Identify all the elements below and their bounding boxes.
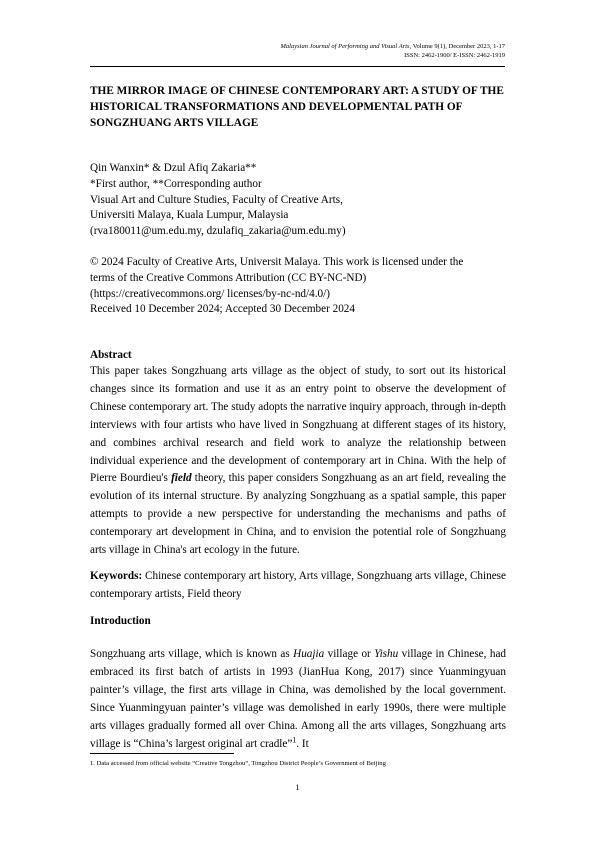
intro-text-part-3: village in Chinese, had embraced its first batch of artists in 1993 (JianHua Kong, 2017) since Yuanmingyuan painter’s village, the first arts village in China, was demolished by the local government. Since Yuanmingyuan painter’s village was demolished in early 1990s, there were multiple arts villages gradually formed all over China. Among all the arts villages, Songzhuang arts village is “China’s largest original art cradle” [90,648,506,750]
running-head [281,43,505,60]
author-names: Qin Wanxin* & Dzul Afiq Zakaria** [90,162,257,174]
intro-text-part-4: . It [296,737,309,750]
introduction-heading: Introduction [90,615,151,627]
author-block [90,161,506,240]
journal-citation [281,43,505,52]
abstract-text [90,363,506,560]
intro-text-part-2: village or [324,648,375,660]
author-emails[interactable]: (rva180011@um.edu.my, dzulafiq_zakaria@um.edu.my) [90,225,346,238]
received-accepted-dates: Received 10 December 2024; Accepted 30 December 2024 [90,303,355,316]
author-university: Universiti Malaya, Kuala Lumpur, Malaysia [90,209,289,222]
license-terms: terms of the Creative Commons Attribution (CC BY-NC-ND) [90,271,367,284]
term-huajia: Huajia [293,648,325,660]
author-roles: *First author, **Corresponding author [90,177,262,190]
volume-info: , Volume 9(1), December 2023, 1-17 [409,43,505,50]
copyright-block [90,255,506,318]
paper-title: THE MIRROR IMAGE OF CHINESE CONTEMPORARY ART: A STUDY OF THE HISTORICAL TRANSFORMATIONS AND DEVELOPMENTAL PATH OF SONGZHUANG ARTS VILLAGE [90,85,504,129]
license-url[interactable]: (https://creativecommons.org/ licenses/by-nc-nd/4.0/) [90,287,330,300]
intro-text-part-1: Songzhuang arts village, which is known as [90,648,294,660]
journal-name: Malaysian Journal of Performing and Visual Arts [280,43,410,50]
author-department: Visual Art and Culture Studies, Faculty of Creative Arts, [90,193,343,206]
field-term: field [171,472,192,485]
term-yishu: Yishu [374,648,399,660]
abstract-text-part-2: theory, this paper considers Songzhuang as an art field, revealing the evolution of its internal structure. By analyzing Songzhuang as a spatial sample, this paper attempts to provide a new perspective for understanding the mechanisms and paths of contemporary art development in China, and to envision the potential role of Songzhuang arts village in China's art ecology in the future. [90,472,506,557]
copyright-line: © 2024 Faculty of Creative Arts, Universit Malaya. This work is licensed under the [90,256,464,268]
footnote-rule [90,753,234,754]
page-number: 1 [295,782,300,792]
keywords-paragraph [90,568,506,604]
footnote-text: 1. Data accessed from official website “Creative Tongzhou”, Tongzhou District People’s Government of Beijing [90,760,386,767]
header-rule [90,66,505,67]
abstract-text-part-1: This paper takes Songzhuang arts village as the object of study, to sort out its historical changes since its formation and use it as an entry point to observe the development of Chinese contemporary art. The study adopts the narrative inquiry approach, through in-depth interviews with four artists who have lived in Songzhuang at different stages of its history, and combines archival research and field work to analyze the relationship between individual experience and the development of contemporary art in China. With the help of Pierre Bourdieu's [90,365,506,485]
keywords-list: Chinese contemporary art history, Arts village, Songzhuang arts village, Chinese contemporary artists, Field theory [90,570,506,600]
keywords-label: Keywords: [90,570,143,582]
issn-line: ISSN: 2462-1900/ E-ISSN: 2462-1919 [404,51,505,59]
introduction-text [90,646,506,753]
abstract-heading: Abstract [90,349,132,361]
footnote-marker[interactable]: 1 [292,734,297,744]
